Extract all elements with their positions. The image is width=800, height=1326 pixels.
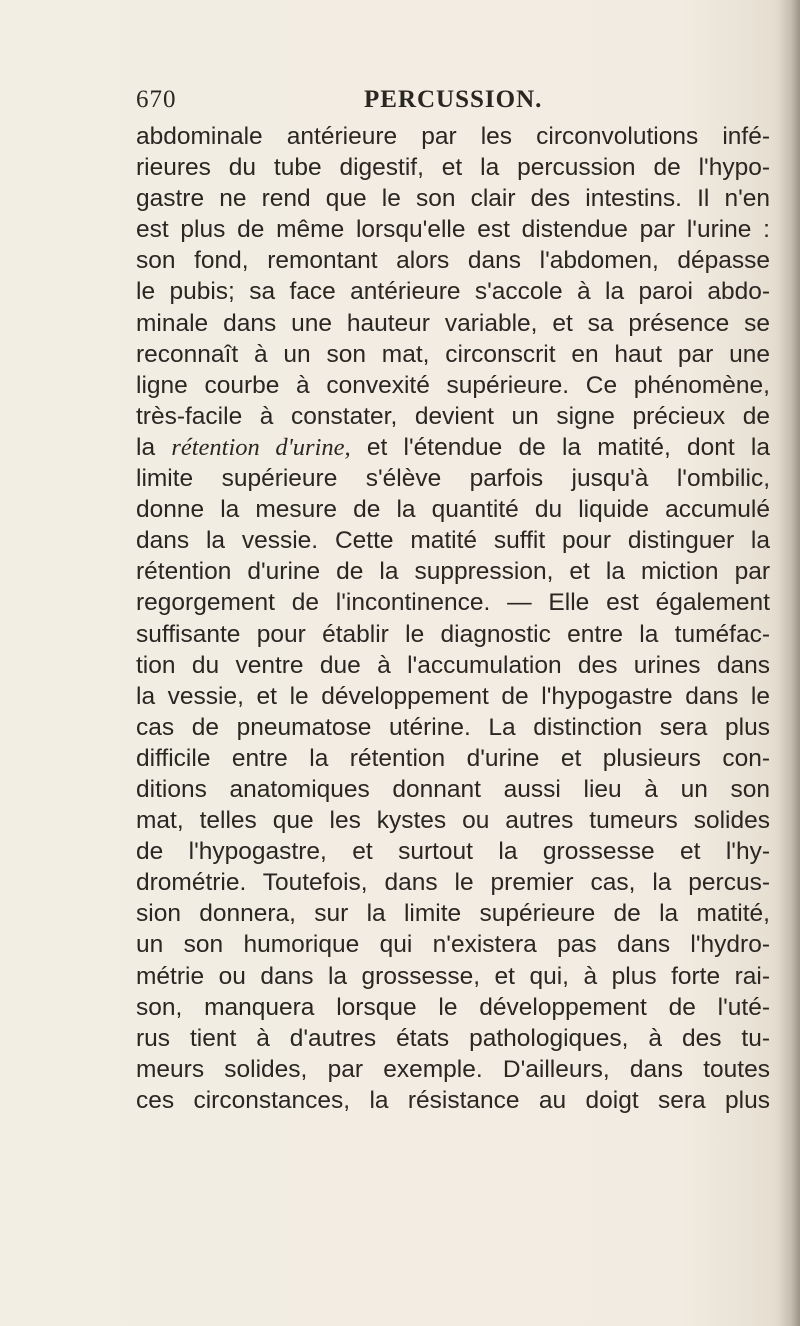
- text-line: regorgement de l'incontinence. — Elle est également: [136, 589, 770, 617]
- text-line: un son humorique qui n'existera pas dans l'hydro-: [136, 931, 770, 959]
- text-line: de l'hypogastre, et surtout la grossesse et l'hy-: [136, 838, 770, 866]
- text-line: ces circonstances, la résistance au doigt sera plus: [136, 1086, 770, 1114]
- text-line: est plus de même lorsqu'elle est distendue par l'urine :: [136, 216, 770, 244]
- page-header: [136, 86, 736, 122]
- line-prefix: la: [136, 433, 172, 461]
- text-line: mat, telles que les kystes ou autres tumeurs solides: [136, 807, 770, 835]
- text-line: limite supérieure s'élève parfois jusqu'à l'ombilic,: [136, 465, 770, 493]
- text-line: cas de pneumatose utérine. La distinction sera plus: [136, 713, 770, 741]
- text-line: métrie ou dans la grossesse, et qui, à plus forte rai-: [136, 962, 770, 990]
- text-line: le pubis; sa face antérieure s'accole à la paroi abdo-: [136, 278, 770, 306]
- text-line: minale dans une hauteur variable, et sa présence se: [136, 309, 770, 337]
- body-text: [136, 121, 770, 1116]
- text-line: son, manquera lorsque le développement de l'uté-: [136, 993, 770, 1021]
- text-line: drométrie. Toutefois, dans le premier cas, la percus-: [136, 869, 770, 897]
- text-line: suffisante pour établir le diagnostic entre la tuméfac-: [136, 620, 770, 648]
- text-line: la vessie, et le développement de l'hypogastre dans le: [136, 682, 770, 710]
- page-edge-shadow: [778, 0, 800, 1326]
- text-line: sion donnera, sur la limite supérieure de la matité,: [136, 900, 770, 928]
- text-line: abdominale antérieure par les circonvolutions infé-: [136, 123, 770, 150]
- text-line: donne la mesure de la quantité du liquide accumulé: [136, 496, 770, 524]
- text-line: rieures du tube digestif, et la percussion de l'hypo-: [136, 154, 770, 182]
- running-title: PERCUSSION.: [364, 86, 543, 113]
- italic-term: rétention d'urine,: [171, 433, 351, 461]
- text-line: dans la vessie. Cette matité suffit pour distinguer la: [136, 527, 770, 555]
- text-line: son fond, remontant alors dans l'abdomen, dépasse: [136, 247, 770, 275]
- page-number: 670: [136, 86, 177, 113]
- text-line-with-italic: [136, 432, 770, 463]
- text-line: difficile entre la rétention d'urine et plusieurs con-: [136, 744, 770, 772]
- line-suffix: et l'étendue de la matité, dont la: [350, 433, 770, 461]
- text-line: rus tient à d'autres états pathologiques, à des tu-: [136, 1024, 770, 1052]
- text-line: très-facile à constater, devient un signe précieux de: [136, 402, 770, 430]
- text-line: reconnaît à un son mat, circonscrit en haut par une: [136, 340, 770, 368]
- text-line: meurs solides, par exemple. D'ailleurs, dans toutes: [136, 1055, 770, 1083]
- text-line: gastre ne rend que le son clair des intestins. Il n'en: [136, 185, 770, 213]
- text-line: rétention d'urine de la suppression, et la miction par: [136, 558, 770, 586]
- text-line: ligne courbe à convexité supérieure. Ce phénomène,: [136, 371, 770, 399]
- text-line: ditions anatomiques donnant aussi lieu à un son: [136, 775, 770, 803]
- text-line: tion du ventre due à l'accumulation des urines dans: [136, 651, 770, 679]
